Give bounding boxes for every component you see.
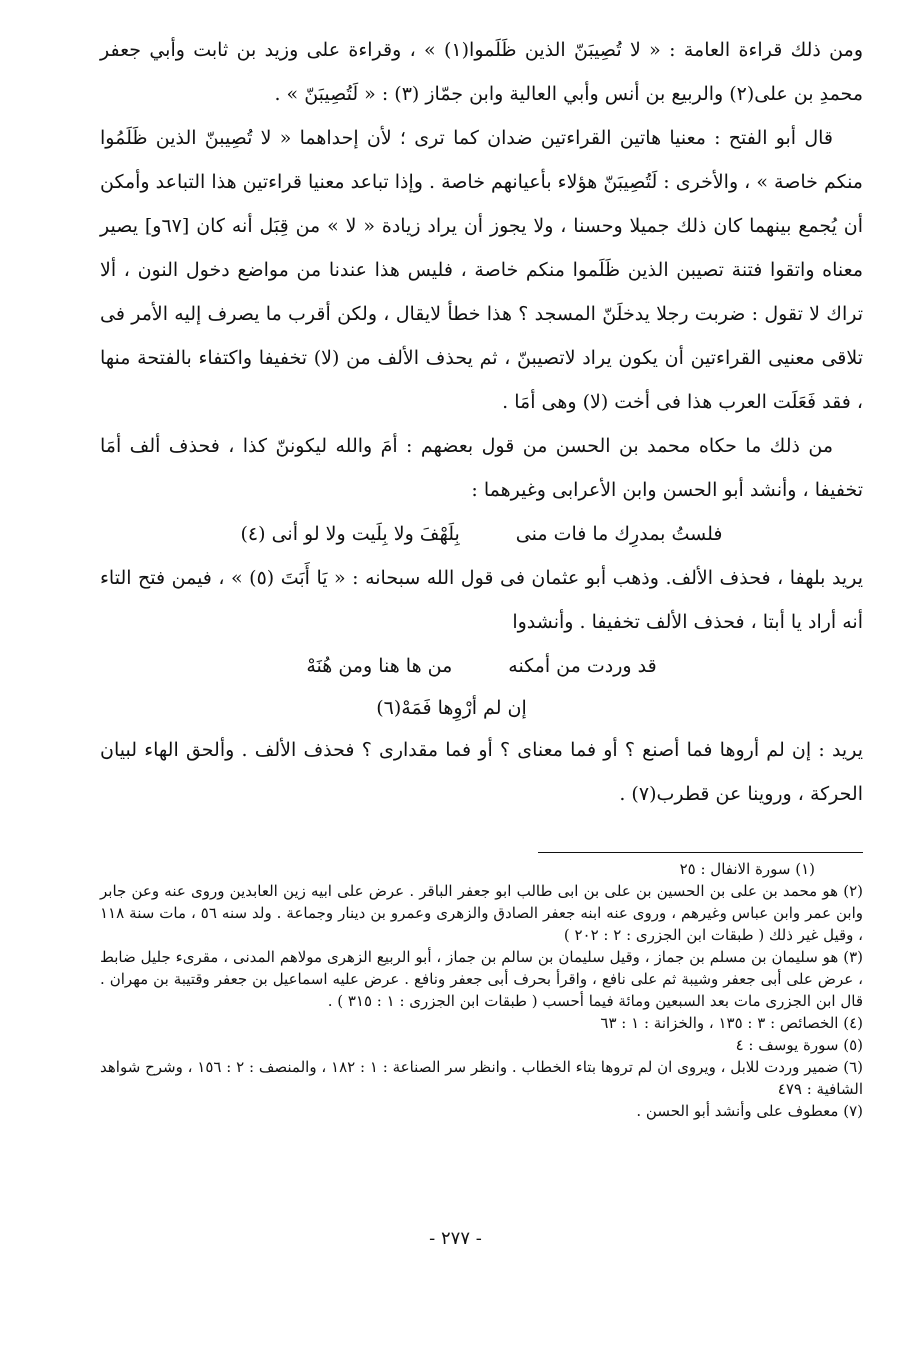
- footnote-1: (١) سورة الانفال : ٢٥: [679, 860, 815, 878]
- verse-1-second-hemistich: بِلَهْفَ ولا بِلَيت ولا لو أنى (٤): [240, 523, 460, 545]
- footnote-5: (٥) سورة يوسف : ٤: [735, 1036, 863, 1054]
- verse-2-second-line: إن لم أرْوِها فَمَهْ(٦): [376, 697, 527, 719]
- paragraph-5: يريد : إن لم أروها فما أصنع ؟ أو فما معناى ؟ أو فما مقدارى ؟ فحذف الألف . وألحق الهاء لبيان الحركة ، وروينا عن قطرب(٧) .: [100, 739, 863, 805]
- footnote-6: (٦) ضمير وردت للابل ، ويروى ان لم تروها بتاء الخطاب . وانظر سر الصناعة : ١ : ١٨٢ ، والمنصف : ٢ : ١٥٦ ، وشرح شواهد الشافية : ٤٧٩: [100, 1058, 864, 1098]
- footnote-4: (٤) الخصائص : ٣ : ١٣٥ ، والخزانة : ١ : ٦٣: [600, 1014, 863, 1032]
- verse-1-first-hemistich: فلستُ بمدرِك ما فات منى: [515, 523, 723, 545]
- paragraph-1: ومن ذلك قراءة العامة : « لا تُصِيبَنّ الذين ظَلَموا(١) » ، وقراءة على وزيد بن ثابت وأبي جعفر محمدِ بن على(٢) والربيع بن أنس وأبي العالية وابن جمّاز (٣) : « لَتُصِيبَنّ » .: [100, 39, 863, 105]
- paragraph-4: يريد بلهفا ، فحذف الألف. وذهب أبو عثمان فى قول الله سبحانه : « يَا أَبَتَ (٥) » ، فيمن فتح التاء أنه أراد يا أبتا ، فحذف الألف تخفيفا . وأنشدوا: [100, 567, 863, 633]
- footnote-3: (٣) هو سليمان بن مسلم بن جماز ، وقيل سليمان بن سالم بن جماز ، أبو الربيع الزهرى مولاهم المدنى ، مقرىء جليل ضابط ، عرض على أبى جعفر وشيبة ثم على نافع ، واقرأ بحرف أبى جعفر ونافع . عرض عليه اسماعيل بن جعفر وقتيبة بن مهران . قال ابن الجزرى مات بعد السبعين ومائة فيما أحسب ( طبقات ابن الجزرى : ١ : ٣١٥ ) .: [100, 948, 863, 1010]
- main-text: [100, 28, 863, 816]
- verse-2-first-hemistich: قد وردت من أمكنه: [508, 655, 657, 677]
- footnote-separator: [538, 852, 863, 853]
- footnotes: [100, 858, 863, 1122]
- verse-2: [100, 644, 863, 688]
- footnote-2: (٢) هو محمد بن على بن الحسين بن على بن ابى طالب ابو جعفر الباقر . عرض على ابيه زين العابدين وروى عنه وعن جابر وابن عمر وابن عباس وغيرهم ، وروى عنه ابنه جعفر الصادق والزهرى وعمرو بن دينار وجماعة . ولد سنه ٥٦ ، مات سنة ١١٨ ، وقيل غير ذلك ( طبقات ابن الجزرى : ٢ : ٢٠٢ ): [100, 882, 864, 944]
- paragraph-2: قال أبو الفتح : معنيا هاتين القراءتين ضدان كما ترى ؛ لأن إحداهما « لا تُصِيبنّ الذين ظَلَمُوا منكم خاصة » ، والأخرى : لَتُصِيبَنّ هؤلاء بأعيانهم خاصة . وإذا تباعد معنيا قراءتين هذا التباعد وأمكن أن يُجمع بينهما كان ذلك جميلا وحسنا ، ولا يجوز أن يراد زيادة « لا » من قِبَل أنه كان [٦٧و] يصير معناه واتقوا فتنة تصيبن الذين ظَلَموا منكم خاصة ، فليس هذا عندنا من مواضع دخول النون ، ألا تراك لا تقول : ضربت رجلا يدخلَنّ المسجد ؟ هذا خطأ لايقال ، ولكن أقرب ما يصرف إليه الأمر فى تلاقى معنيى القراءتين أن يكون يراد لاتصيبنّ ، ثم يحذف الألف من (لا) تخفيفا واكتفاء بالفتحة منها ، فقد فَعَلَت العرب هذا فى أخت (لا) وهى أمَا .: [100, 127, 864, 413]
- verse-1: [100, 512, 863, 556]
- verse-2-second-hemistich: من ها هنا ومن هُنَهْ: [306, 655, 453, 677]
- paragraph-3: من ذلك ما حكاه محمد بن الحسن من قول بعضهم : أمَ والله ليكوننّ كذا ، فحذف ألف أمَا تخفيفا ، وأنشد أبو الحسن وابن الأعرابى وغيرهما :: [100, 435, 863, 501]
- page-number: - ٢٧٧ -: [429, 1228, 482, 1249]
- footnote-7: (٧) معطوف على وأنشد أبو الحسن .: [636, 1102, 863, 1120]
